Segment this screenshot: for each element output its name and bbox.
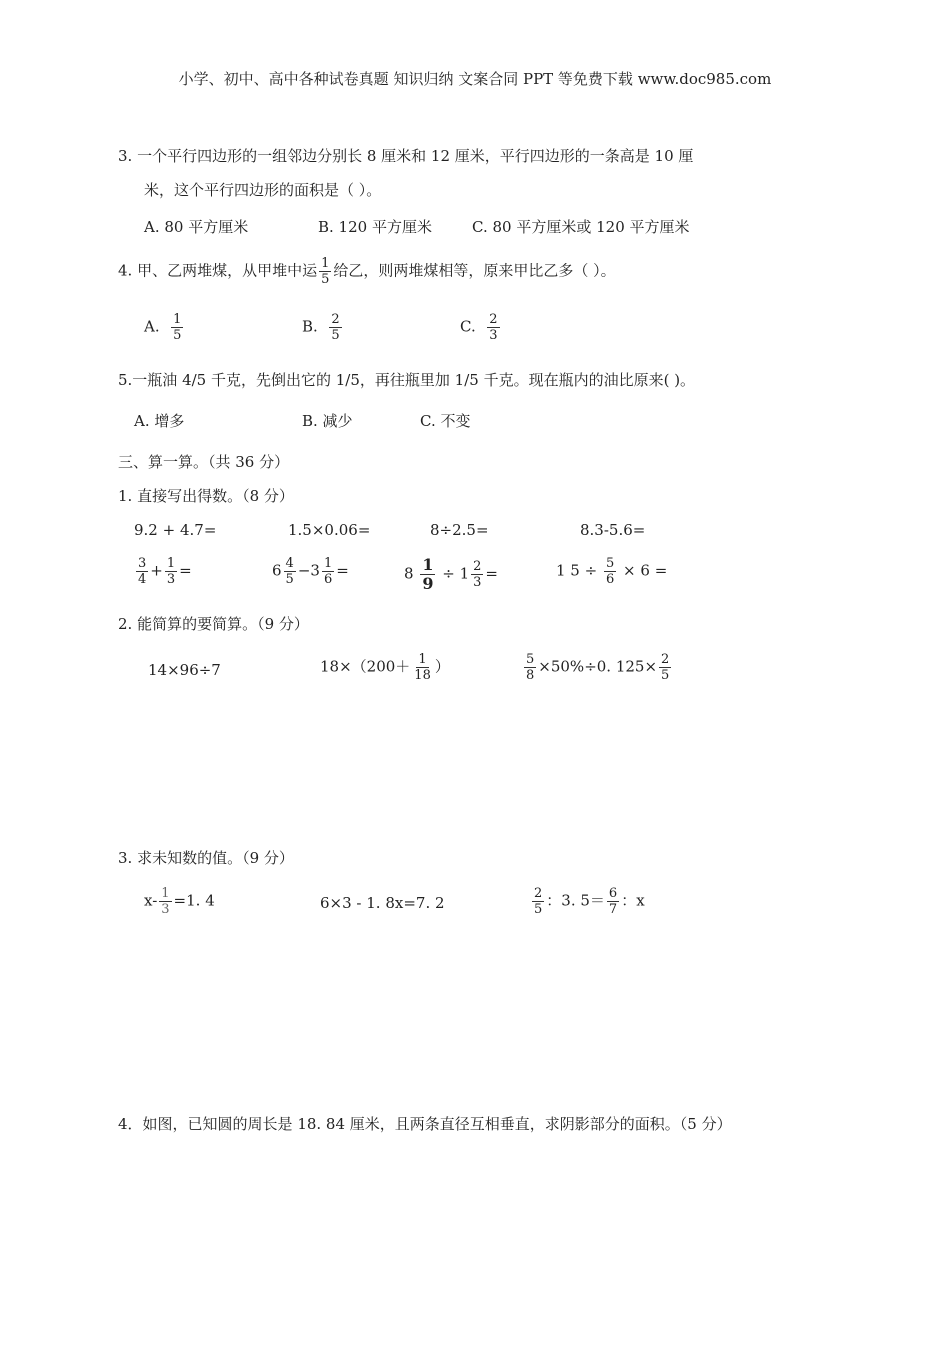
s2-title: 2. 能简算的要简算。（9 分） xyxy=(118,615,309,633)
s1-title: 1. 直接写出得数。（8 分） xyxy=(118,487,294,505)
q3-option-b: B. 120 平方厘米 xyxy=(318,218,432,236)
q4-pre: 4. 甲、乙两堆煤，从甲堆中运 xyxy=(118,261,318,280)
q3-option-a: A. 80 平方厘米 xyxy=(144,218,249,236)
s1-item-4: 8.3-5.6= xyxy=(580,521,646,539)
s4-title: 4．如图，已知圆的周长是 18. 84 厘米，且两条直径互相垂直，求阴影部分的面积。（5 分） xyxy=(118,1115,732,1133)
s2-item-1: 14×96÷7 xyxy=(148,661,221,679)
s1-item-7: 8 $\frac{1}{9}$ ÷ 1 $\frac{2}{3}$ = xyxy=(404,555,498,593)
s1-item-6: 6 $\frac{4}{5}$ −3 $\frac{1}{6}$ = xyxy=(272,556,349,587)
q5-option-b: B. 减少 xyxy=(302,412,353,430)
s1-item-3: 8÷2.5= xyxy=(430,521,489,539)
q5-text: 5.一瓶油 4/5 千克，先倒出它的 1/5，再往瓶里加 1/5 千克。现在瓶内的油比原来( )。 xyxy=(118,371,696,389)
q4-text xyxy=(118,256,616,287)
s2-item-2: 18×（200＋ $\frac{1}{18}$ ） xyxy=(320,652,450,683)
q4-fraction: $\frac{1}{5}$ xyxy=(321,256,330,287)
s1-item-8: 1 5 ÷ $\frac{5}{6}$ × 6 = xyxy=(556,556,668,587)
q3-option-c: C. 80 平方厘米或 120 平方厘米 xyxy=(472,218,690,236)
s1-item-1: 9.2 + 4.7= xyxy=(134,521,217,539)
s1-item-2: 1.5×0.06= xyxy=(288,521,371,539)
q4-option-c: C. $\frac{2}{3}$ xyxy=(460,312,498,343)
q4-option-b: B. $\frac{2}{5}$ xyxy=(302,312,340,343)
s3-item-3: $\frac{2}{5}$ ：3. 5＝ $\frac{6}{7}$ ：x xyxy=(534,886,645,917)
q5-option-a: A. 增多 xyxy=(134,412,185,430)
q3-line2: 米，这个平行四边形的面积是（ ）。 xyxy=(144,181,382,199)
page-header: 小学、初中、高中各种试卷真题 知识归纳 文案合同 PPT 等免费下载 www.doc985.com xyxy=(178,70,772,88)
s3-item-1: x- $\frac{1}{3}$ =1. 4 xyxy=(144,886,215,917)
s3-item-2: 6×3 - 1. 8x=7. 2 xyxy=(320,894,445,912)
s3-title: 3. 求未知数的值。（9 分） xyxy=(118,849,294,867)
q4-option-a: A. $\frac{1}{5}$ xyxy=(144,312,182,343)
q3-line1: 3. 一个平行四边形的一组邻边分别长 8 厘米和 12 厘米，平行四边形的一条高是 10 厘 xyxy=(118,147,694,165)
s2-item-3: $\frac{5}{8}$ ×50%÷0. 125× $\frac{2}{5}$ xyxy=(526,652,670,683)
section3-title: 三、算一算。（共 36 分） xyxy=(118,453,290,471)
q4-post: 给乙，则两堆煤相等，原来甲比乙多（ ）。 xyxy=(333,261,616,280)
q5-option-c: C. 不变 xyxy=(420,412,471,430)
s1-item-5: $\frac{3}{4}$ + $\frac{1}{3}$ = xyxy=(138,556,192,587)
